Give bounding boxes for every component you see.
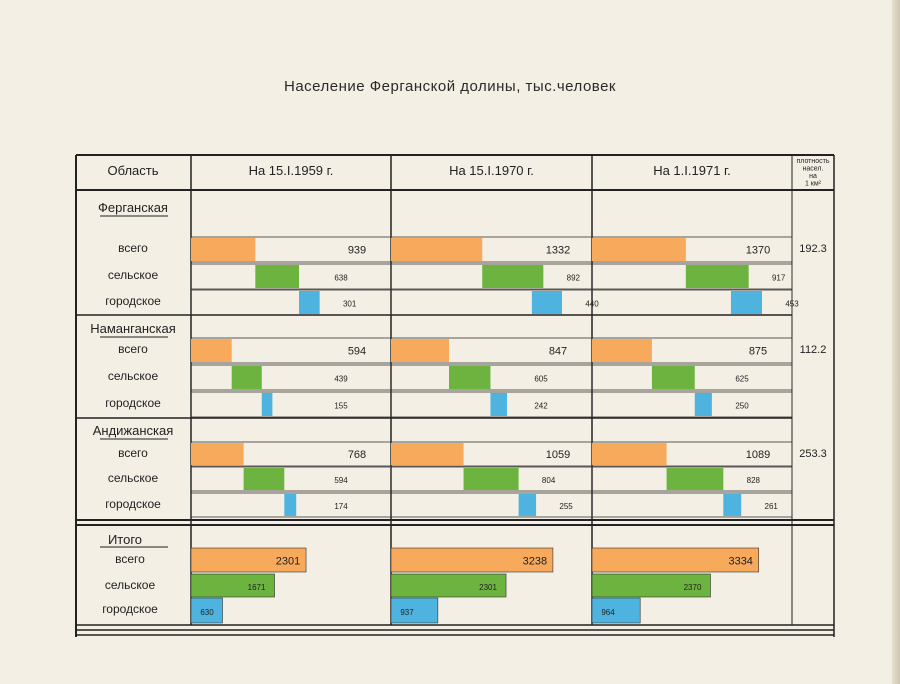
totals-value-urban: 937 <box>400 608 414 617</box>
value-rural: 439 <box>334 374 348 384</box>
totals-name: Итого <box>107 532 143 547</box>
row-label-rural: сельское <box>107 268 159 282</box>
value-total: 1089 <box>745 449 771 461</box>
row-cell <box>191 392 391 417</box>
value-rural: 828 <box>746 476 760 485</box>
bar-total <box>191 238 255 261</box>
value-urban: 155 <box>334 401 348 411</box>
value-total: 768 <box>347 449 367 461</box>
row-label-rural: сельское <box>107 471 159 485</box>
bar-rural <box>464 468 519 490</box>
totals-bar-urban <box>391 598 438 623</box>
totals-value-urban: 630 <box>200 608 214 617</box>
density-value-0: 192.3 <box>799 243 827 255</box>
value-total: 1332 <box>545 244 571 257</box>
header-density-line-0: плотность <box>796 158 830 165</box>
bar-total <box>191 339 232 362</box>
bar-urban <box>490 393 507 416</box>
bar-urban <box>695 393 712 416</box>
bar-rural <box>232 366 262 389</box>
header-period-1: На 15.I.1970 г. <box>449 163 534 178</box>
value-total: 594 <box>347 345 367 358</box>
totals-row-label-total: всего <box>115 552 145 566</box>
row-label-urban: городское <box>105 396 161 410</box>
totals-value-total: 3238 <box>522 555 548 568</box>
bar-urban <box>299 291 320 314</box>
region-name-2: Андижанская <box>92 423 174 438</box>
totals-row-label-urban: городское <box>102 602 158 616</box>
header-density-line-2: на <box>809 173 817 180</box>
header-density-line-1: насел. <box>802 165 824 173</box>
region-name-1: Наманганская <box>90 321 176 336</box>
header-period-2: На 1.I.1971 г. <box>653 163 731 178</box>
row-cell <box>191 365 391 390</box>
value-total: 875 <box>748 345 768 358</box>
totals-bar-urban <box>592 598 640 623</box>
bar-rural <box>482 265 543 288</box>
row-label-total: всего <box>118 342 148 356</box>
totals-value-total: 3334 <box>728 555 753 568</box>
totals-value-urban: 964 <box>601 608 615 617</box>
totals-value-rural: 1671 <box>247 583 266 592</box>
row-label-urban: городское <box>105 497 161 511</box>
value-urban: 440 <box>585 299 599 309</box>
totals-value-total: 2301 <box>275 555 301 568</box>
bar-rural <box>244 468 285 490</box>
row-cell <box>191 467 391 491</box>
bar-rural <box>667 468 724 490</box>
value-total: 939 <box>347 244 367 257</box>
value-urban: 453 <box>785 299 799 309</box>
header-period-0: На 15.I.1959 г. <box>248 163 334 178</box>
chart-title: Население Ферганской долины, тыс.человек <box>283 78 616 95</box>
bar-urban <box>262 393 273 416</box>
row-label-total: всего <box>118 446 148 460</box>
value-rural: 892 <box>566 273 581 283</box>
bar-total <box>592 443 667 465</box>
bar-urban <box>723 494 741 516</box>
row-label-total: всего <box>118 241 148 255</box>
value-rural: 605 <box>534 374 548 384</box>
bar-total <box>391 443 464 465</box>
row-label-rural: сельское <box>107 369 159 383</box>
header-density-line-3: 1 км² <box>804 180 822 188</box>
row-cell <box>191 290 391 315</box>
bar-total <box>391 339 449 362</box>
value-urban: 242 <box>534 401 548 411</box>
row-label-urban: городское <box>105 294 161 308</box>
bar-total <box>592 238 686 261</box>
row-cell <box>592 493 792 517</box>
value-urban: 174 <box>334 502 348 511</box>
bar-rural <box>255 265 299 288</box>
value-rural: 625 <box>735 374 749 384</box>
value-total: 1059 <box>545 449 571 461</box>
bar-rural <box>686 265 749 288</box>
bar-total <box>191 443 244 465</box>
row-cell <box>391 365 592 390</box>
value-total: 847 <box>548 345 568 358</box>
value-rural: 804 <box>541 476 556 485</box>
value-urban: 250 <box>735 401 749 411</box>
row-cell <box>592 392 792 417</box>
density-value-1: 112.2 <box>799 344 827 356</box>
bar-urban <box>532 291 562 314</box>
bar-rural <box>652 366 695 389</box>
value-urban: 301 <box>342 299 357 309</box>
value-rural: 594 <box>334 476 348 485</box>
region-name-0: Ферганская <box>98 200 168 215</box>
totals-value-rural: 2301 <box>479 583 497 592</box>
bar-urban <box>731 291 762 314</box>
bar-urban <box>519 494 536 516</box>
value-rural: 638 <box>334 273 348 283</box>
value-total: 1370 <box>745 244 771 257</box>
header-region: Область <box>107 163 159 178</box>
bar-total <box>592 339 652 362</box>
value-rural: 917 <box>771 273 786 283</box>
density-value-2: 253.3 <box>799 448 827 460</box>
bar-rural <box>449 366 490 389</box>
value-urban: 255 <box>559 502 573 511</box>
totals-value-rural: 2370 <box>683 583 702 592</box>
bar-total <box>391 238 482 261</box>
totals-row-label-rural: сельское <box>104 578 156 592</box>
value-urban: 261 <box>764 502 778 511</box>
bar-urban <box>284 494 296 516</box>
